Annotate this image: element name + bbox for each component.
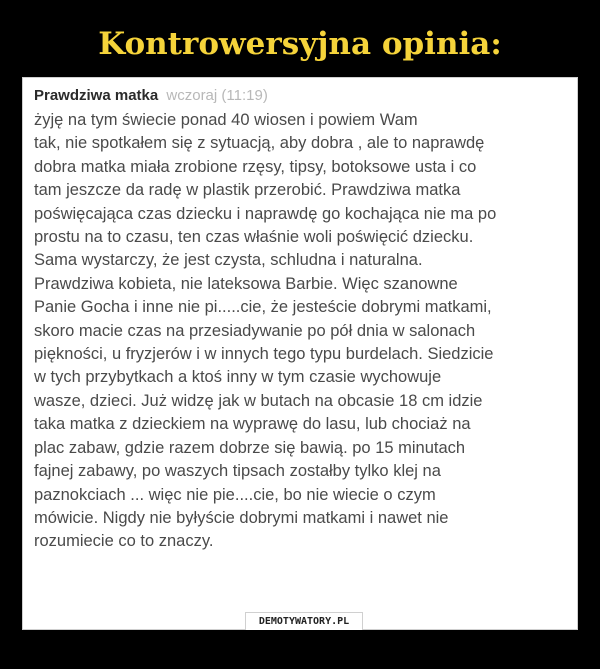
comment-card [26, 83, 574, 623]
comment-line: paznokciach ... więc nie pie....cie, bo nie wiecie o czym [34, 485, 436, 504]
comment-line: mówicie. Nigdy nie byłyście dobrymi matkami i nawet nie [34, 508, 449, 527]
comment-line: żyję na tym świecie ponad 40 wiosen i powiem Wam [34, 111, 418, 129]
comment-line: wasze, dzieci. Już widzę jak w butach na obcasie 18 cm idzie [34, 391, 483, 410]
comment-header [34, 86, 268, 106]
comment-author[interactable]: Prawdziwa matka [34, 87, 159, 104]
comment-line: tak, nie spotkałem się z sytuacją, aby dobra , ale to naprawdę [34, 134, 485, 153]
comment-line: rozumiecie co to znaczy. [34, 532, 214, 551]
comment-line: Prawdziwa kobieta, nie lateksowa Barbie. Więc szanowne [34, 274, 458, 293]
comment-line: skoro macie czas na przesiadywanie po pół dnia w salonach [34, 321, 476, 340]
comment-body [34, 109, 570, 554]
comment-line: plac zabaw, gdzie razem dobrze się bawią. po 15 minutach [34, 438, 466, 457]
comment-line: w tych przybytkach a ktoś inny w tym czasie wychowuje [34, 368, 442, 387]
comment-line: prostu na to czasu, ten czas właśnie woli poświęcić dziecku. [34, 228, 474, 247]
site-watermark: DEMOTYWATORY.PL [245, 612, 363, 630]
comment-line: tam jeszcze da radę w plastik przerobić. Prawdziwa matka [34, 181, 461, 200]
comment-line: Sama wystarczy, że jest czysta, schludna i naturalna. [34, 251, 423, 270]
comment-line: fajnej zabawy, po waszych tipsach zostałby tylko klej na [34, 462, 441, 481]
comment-line: poświęcająca czas dziecku i naprawdę go kochająca nie ma po [34, 204, 497, 223]
comment-timestamp: wczoraj (11:19) [166, 87, 268, 104]
comment-line: dobra matka miała zrobione rzęsy, tipsy, botoksowe usta i co [34, 157, 477, 176]
comment-line: taka matka z dzieckiem na wyprawę do lasu, lub chociaż na [34, 415, 471, 434]
comment-line: piękności, u fryzjerów i w innych tego typu burdelach. Siedzicie [34, 345, 494, 364]
comment-line: Panie Gocha i inne nie pi.....cie, że jesteście dobrymi matkami, [34, 298, 492, 317]
poster-headline: Kontrowersyjna opinia: [98, 26, 502, 62]
